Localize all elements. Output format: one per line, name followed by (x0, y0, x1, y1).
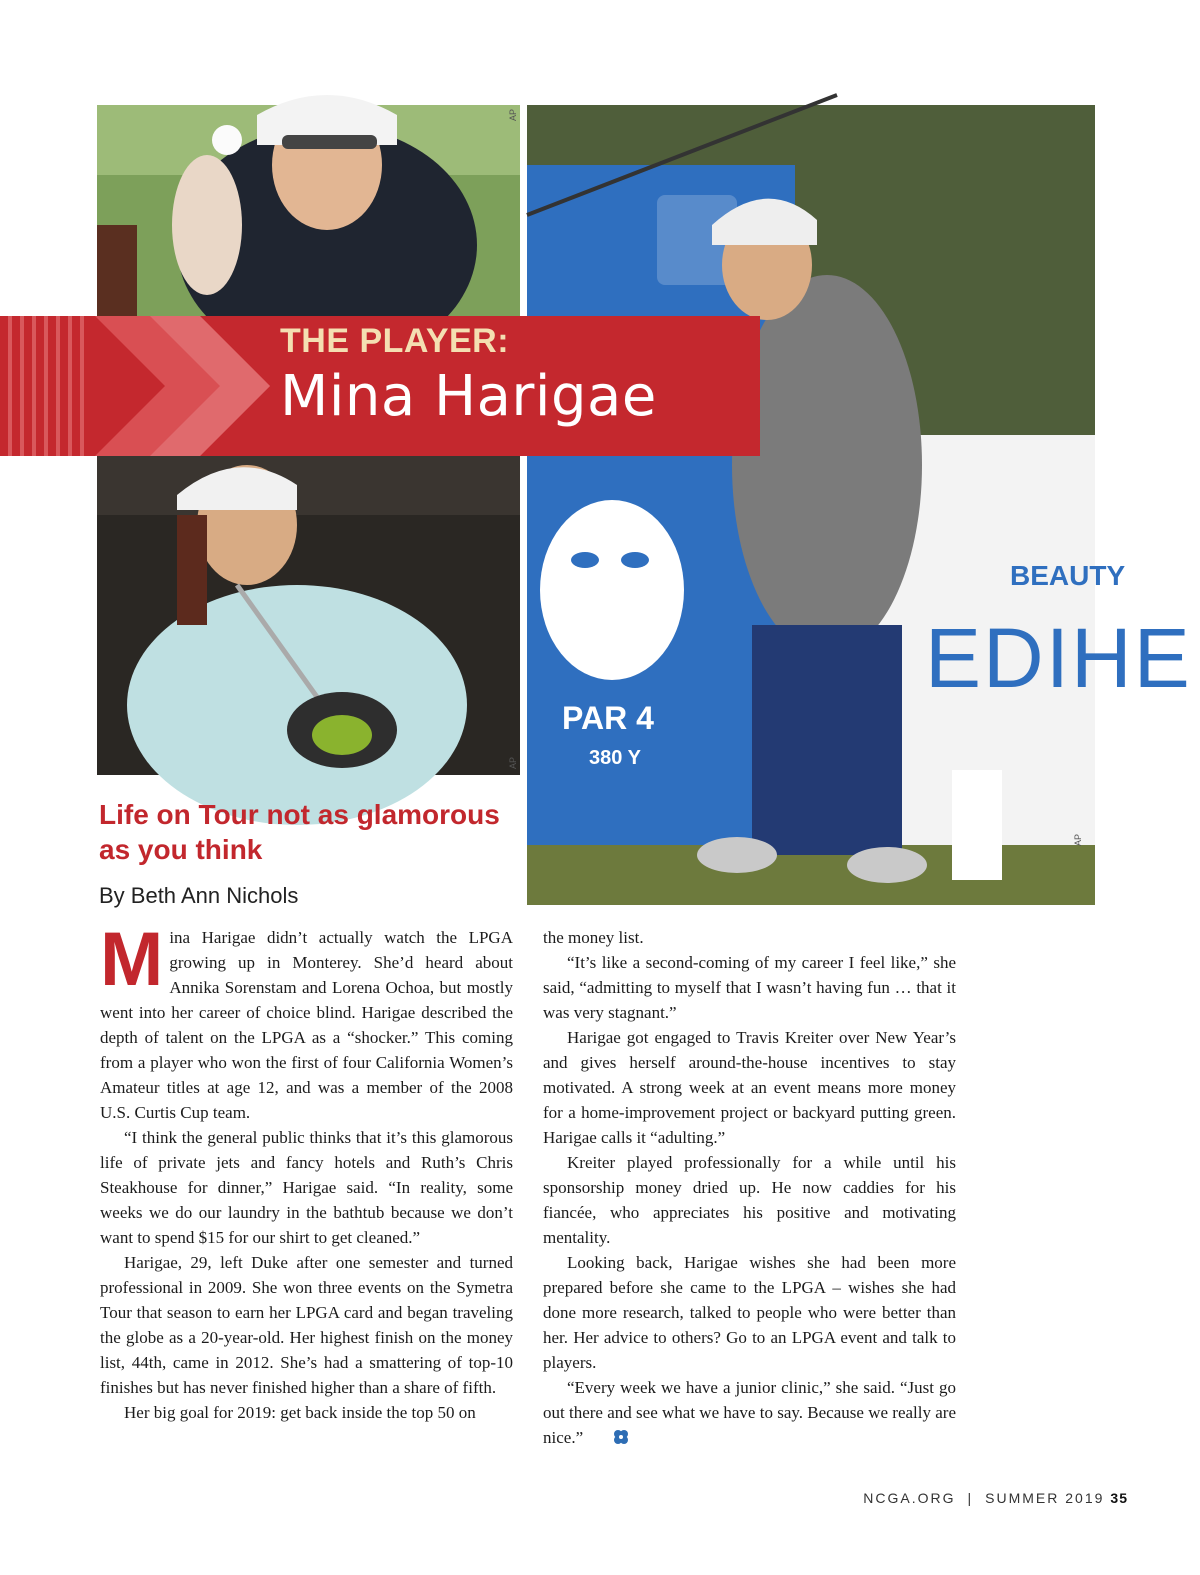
article-paragraph: Harigae, 29, left Duke after one semester and turned professional in 2009. She won three events on the Symetra Tour that season to earn her LPGA card and began traveling the globe as a 20-year-old. Her highest finish on the money list, 44th, came in 2012. She’s had a smattering of top-10 finishes but has never finished higher than a share of fifth. (100, 1253, 513, 1397)
article-paragraph: Kreiter played professionally for a while until his sponsorship money dried up. He now caddies for his fiancée, who appreciates his positive and motivating mentality. (543, 1153, 956, 1247)
photo-player-swinging (97, 455, 520, 775)
board-beauty-text: BEAUTY (1010, 560, 1126, 591)
ncga-end-mark-icon (589, 1427, 629, 1452)
article-column-left (100, 917, 513, 1425)
footer-issue: SUMMER 2019 (985, 1490, 1105, 1506)
article-column-right (543, 925, 956, 1452)
sign-par: PAR 4 (562, 700, 654, 736)
page-number: 35 (1110, 1490, 1128, 1506)
article-paragraph-continued: the money list. (543, 928, 644, 947)
sign-yards: 380 Y (589, 747, 641, 769)
article-paragraph (543, 1375, 956, 1452)
footer-separator: | (967, 1490, 974, 1506)
article-paragraph: Harigae got engaged to Travis Kreiter over New Year’s and gives herself around-the-house incentives to stay motivated. A strong week at an event means more money for a home-improvement project or backyard putting green. Harigae calls it “adulting.” (543, 1028, 956, 1147)
photo-credit: AP (508, 108, 519, 122)
banner-player-name: Mina Harigae (280, 364, 657, 429)
article-subhead: Life on Tour not as glamorous as you think (99, 799, 500, 865)
article-paragraph (100, 917, 513, 1125)
article-paragraph: “It’s like a second-coming of my career I feel like,” she said, “admitting to myself that I wasn’t having fun … that it was very stagnant.” (543, 953, 956, 1022)
page-footer (863, 1490, 1128, 1506)
footer-site: NCGA.ORG (863, 1490, 956, 1506)
article-byline: By Beth Ann Nichols (99, 883, 299, 908)
article-paragraph: Her big goal for 2019: get back inside the top 50 on (124, 1403, 476, 1422)
photo-player-holding-ball (97, 105, 520, 320)
board-brand-text: EDIHE (925, 611, 1192, 705)
photo-credit: AP (508, 756, 519, 770)
paragraph-text: ina Harigae didn’t actually watch the LPGA growing up in Monterey. She’d heard about Annika Sorenstam and Lorena Ochoa, but mostly went into her career of choice blind. Harigae described the depth of talent on the LPGA as a “shocker.” This coming from a player who won the first of four California Women’s Amateur titles at age 12, and was a member of the 2008 U.S. Curtis Cup team. (100, 928, 513, 1122)
article-paragraph: Looking back, Harigae wishes she had been more prepared before she came to the LPGA – wishes she had done more research, talked to people who were better than her. Her advice to others? Go to an LPGA event and talk to players. (543, 1253, 956, 1372)
article-paragraph: “I think the general public thinks that it’s this glamorous life of private jets and fancy hotels and Ruth’s Chris Steakhouse for dinner,” Harigae said. “In reality, some weeks we do our laundry in the bathtub because we don’t want to spend $15 for our shirt to get cleaned.” (100, 1128, 513, 1247)
photo-credit: AP (1073, 833, 1084, 847)
banner-kicker: THE PLAYER: (280, 322, 510, 360)
paragraph-text: “Every week we have a junior clinic,” she said. “Just go out there and see what we have to say. Because we really are nice.” (543, 1378, 956, 1447)
drop-cap: M (100, 917, 164, 1002)
photo-player-follow-through (527, 105, 1192, 905)
